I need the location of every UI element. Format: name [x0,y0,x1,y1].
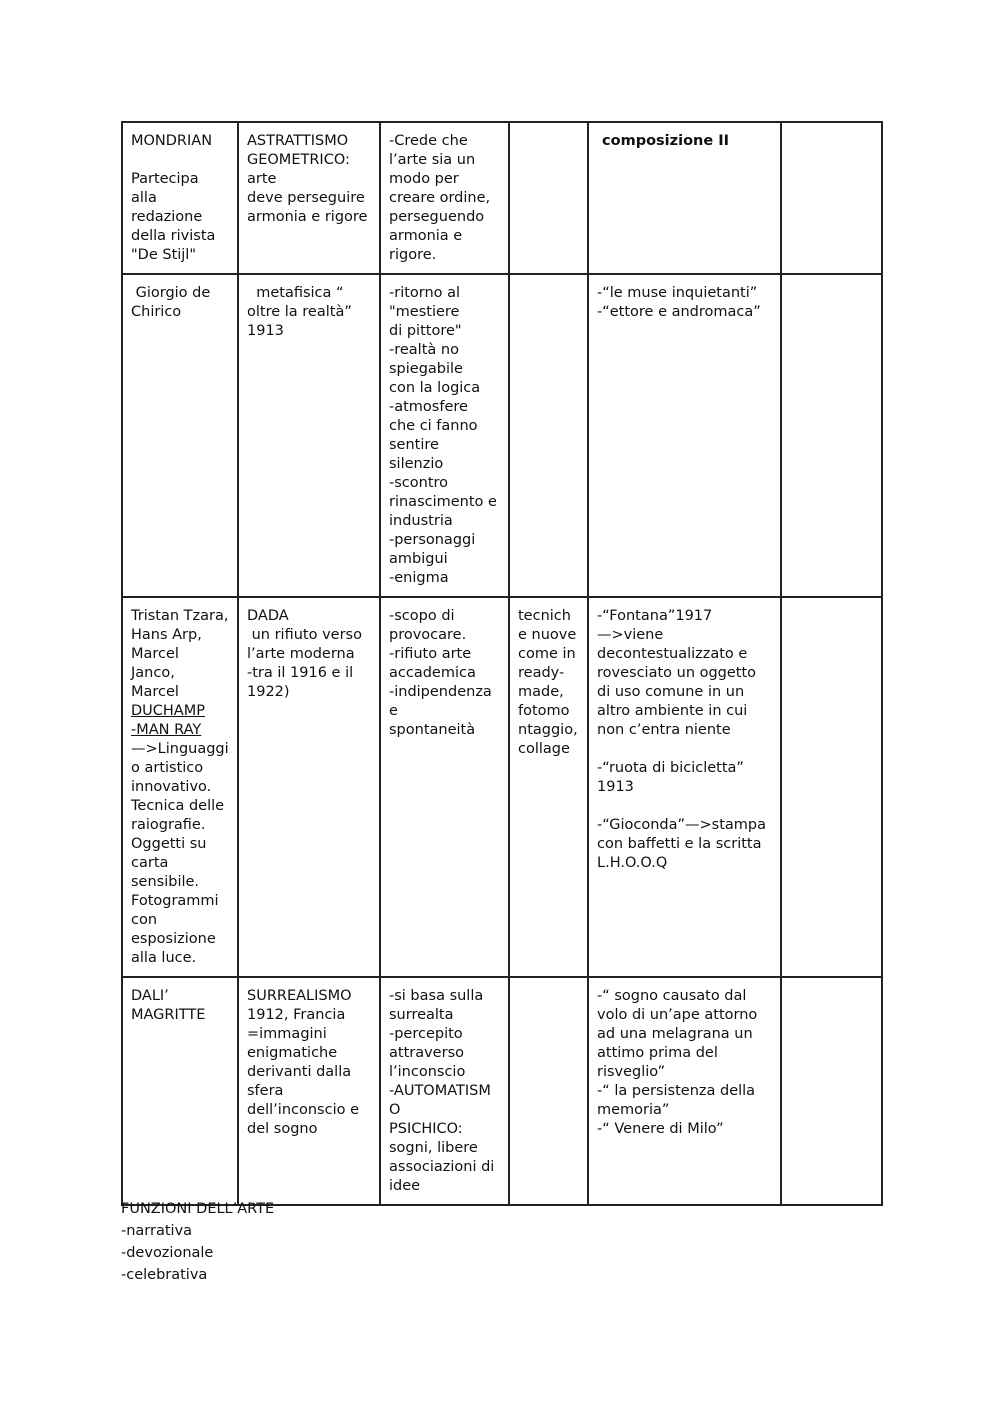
cell-text-line: L.H.O.O.Q [597,855,668,871]
cell-text-line [597,797,772,816]
cell-text-line: Oggetti su [131,836,207,852]
cell-text-line: 1913 [597,779,634,795]
table-row-mondrian [122,122,882,274]
cell-text-line: —>Linguaggi [131,741,229,757]
characteristics-cell [380,274,509,597]
cell-text-line: enigmatiche [247,1045,338,1061]
cell-text-line: -“ Venere di Milo” [597,1121,724,1137]
cell-text-line: DADA [247,608,289,624]
cell-text-line: -enigma [389,570,449,586]
cell-text-line: alla luce. [131,950,197,966]
cell-text-line: dell’inconscio e [247,1102,359,1118]
cell-text-line: altro ambiente in cui [597,703,748,719]
cell-text-line: innovativo. [131,779,212,795]
cell-text-line: Tecnica delle [131,798,225,814]
cell-text-line: Fotogrammi [131,893,219,909]
cell-text-line: -“ sogno causato dal [597,988,747,1004]
cell-text-line: attimo prima del [597,1045,718,1061]
works-cell [588,274,781,597]
cell-text-line: ASTRATTISMO [247,133,349,149]
cell-text-line: Giorgio de [131,285,211,301]
cell-text-line: che ci fanno [389,418,478,434]
cell-text-line: composizione II [597,133,730,149]
cell-text-line: rigore. [389,247,437,263]
cell-text-line: =immagini [247,1026,327,1042]
cell-text-line: memoria” [597,1102,670,1118]
works-cell [588,977,781,1205]
cell-text-line: GEOMETRICO: [247,152,350,168]
cell-text-line: l’arte moderna [247,646,355,662]
techniques-cell [509,122,588,274]
cell-text-line: -scopo di [389,608,455,624]
cell-text-line: ad una melagrana un [597,1026,753,1042]
cell-text-line: made, [518,684,564,700]
characteristics-cell [380,977,509,1205]
cell-text-line: DUCHAMP [131,703,205,719]
cell-text-line: volo di un’ape attorno [597,1007,758,1023]
cell-text-line: risveglio” [597,1064,666,1080]
cell-text-line: un rifiuto verso [247,627,362,643]
cell-text-line: "De Stijl" [131,247,197,263]
cell-text-line: attraverso [389,1045,464,1061]
cell-text-line: -“Fontana”1917 [597,608,713,624]
cell-text-line: con [131,912,158,928]
cell-text-line: -“ettore e andromaca” [597,304,761,320]
cell-text-line: -atmosfere [389,399,468,415]
techniques-cell [509,597,588,977]
artist-cell [122,597,238,977]
cell-text-line: ntaggio, [518,722,578,738]
cell-text-line: -Crede che [389,133,468,149]
cell-text-line: -“Gioconda”—>stampa [597,817,766,833]
empty-cell [781,274,882,597]
table-row-de-chirico [122,274,882,597]
cell-text-line: alla [131,190,157,206]
cell-text-line: deve perseguire [247,190,365,206]
cell-text-line: carta [131,855,169,871]
cell-text-line: SURREALISMO [247,988,352,1004]
cell-text-line: O [389,1102,401,1118]
cell-text-line: e nuove [518,627,577,643]
characteristics-cell [380,122,509,274]
techniques-cell [509,274,588,597]
art-functions-heading: FUNZIONI DELL’ARTE [121,1201,275,1217]
movement-cell [238,597,380,977]
cell-text-line: di pittore" [389,323,462,339]
cell-text-line: rovesciato un oggetto [597,665,757,681]
cell-text-line: associazioni di [389,1159,495,1175]
cell-text-line: e [389,703,398,719]
cell-text-line: -“ la persistenza della [597,1083,756,1099]
cell-text-line: Chirico [131,304,182,320]
cell-text-line: armonia e [389,228,463,244]
cell-text-line: -“le muse inquietanti” [597,285,758,301]
cell-text-line: ready- [518,665,565,681]
techniques-cell [509,977,588,1205]
cell-text-line: surrealta [389,1007,454,1023]
cell-text-line: 1913 [247,323,284,339]
cell-text-line: "mestiere [389,304,460,320]
cell-text-line: redazione [131,209,203,225]
characteristics-cell [380,597,509,977]
cell-text-line: Hans Arp, [131,627,202,643]
cell-text-line: silenzio [389,456,444,472]
cell-text-line: -indipendenza [389,684,492,700]
cell-text-line: PSICHICO: [389,1121,463,1137]
movement-cell [238,122,380,274]
cell-text-line: come in [518,646,576,662]
cell-text-line: MAGRITTE [131,1007,206,1023]
cell-text-line: fotomo [518,703,570,719]
table-row-dada [122,597,882,977]
artist-cell [122,274,238,597]
works-cell [588,597,781,977]
artist-cell [122,122,238,274]
cell-text-line: MONDRIAN [131,133,213,149]
cell-text-line: sensibile. [131,874,200,890]
cell-text-line: Marcel [131,646,179,662]
cell-text-line [131,151,229,170]
cell-text-line: l’arte sia un [389,152,476,168]
cell-text-line: -ritorno al [389,285,461,301]
cell-text-line: spiegabile [389,361,463,377]
cell-text-line: -tra il 1916 e il [247,665,354,681]
empty-cell [781,597,882,977]
cell-text-line: modo per [389,171,459,187]
cell-text-line: Janco, [131,665,175,681]
movement-cell [238,977,380,1205]
list-item: -celebrativa [121,1267,208,1283]
cell-text-line: Partecipa [131,171,199,187]
cell-text-line: sogni, libere [389,1140,478,1156]
cell-text-line: di uso comune in un [597,684,745,700]
cell-text-line: sfera [247,1083,284,1099]
cell-text-line: Tristan Tzara, [131,608,229,624]
cell-text-line: tecnich [518,608,571,624]
list-item: -devozionale [121,1245,214,1261]
cell-text-line: 1922) [247,684,290,700]
movement-cell [238,274,380,597]
cell-text-line: Marcel [131,684,179,700]
cell-text-line: raiografie. [131,817,206,833]
cell-text-line: -“ruota di bicicletta” [597,760,744,776]
cell-text-line: spontaneità [389,722,476,738]
cell-text-line: creare ordine, [389,190,491,206]
cell-text-line: idee [389,1178,421,1194]
cell-text-line: -rifiuto arte [389,646,472,662]
works-cell [588,122,781,274]
list-item: -narrativa [121,1223,193,1239]
cell-text-line: ambigui [389,551,448,567]
empty-cell [781,122,882,274]
cell-text-line: della rivista [131,228,216,244]
cell-text-line: armonia e rigore [247,209,368,225]
cell-text-line: non c’entra niente [597,722,731,738]
empty-cell [781,977,882,1205]
cell-text-line: esposizione [131,931,216,947]
art-functions-list [121,1198,274,1286]
cell-text-line: l’inconscio [389,1064,466,1080]
cell-text-line: -AUTOMATISM [389,1083,491,1099]
cell-text-line [597,740,772,759]
cell-text-line: -si basa sulla [389,988,484,1004]
cell-text-line: rinascimento e [389,494,497,510]
cell-text-line: -personaggi [389,532,476,548]
cell-text-line: metafisica “ [247,285,344,301]
cell-text-line: perseguendo [389,209,485,225]
cell-text-line: decontestualizzato e [597,646,748,662]
cell-text-line: 1912, Francia [247,1007,346,1023]
cell-text-line: arte [247,171,277,187]
cell-text-line: —>viene [597,627,664,643]
cell-text-line: industria [389,513,453,529]
cell-text-line: con baffetti e la scritta [597,836,762,852]
cell-text-line: -scontro [389,475,449,491]
cell-text-line: -percepito [389,1026,463,1042]
cell-text-line: o artistico [131,760,204,776]
cell-text-line: oltre la realtà” [247,304,352,320]
cell-text-line: collage [518,741,570,757]
art-movements-table [121,121,883,1206]
table-row-surrealismo [122,977,882,1205]
cell-text-line: -realtà no [389,342,459,358]
cell-text-line: -MAN RAY [131,722,202,738]
cell-text-line: sentire [389,437,439,453]
cell-text-line: del sogno [247,1121,318,1137]
cell-text-line: provocare. [389,627,467,643]
cell-text-line: accademica [389,665,476,681]
cell-text-line: DALI’ [131,988,169,1004]
artist-cell [122,977,238,1205]
cell-text-line: con la logica [389,380,481,396]
cell-text-line: derivanti dalla [247,1064,352,1080]
